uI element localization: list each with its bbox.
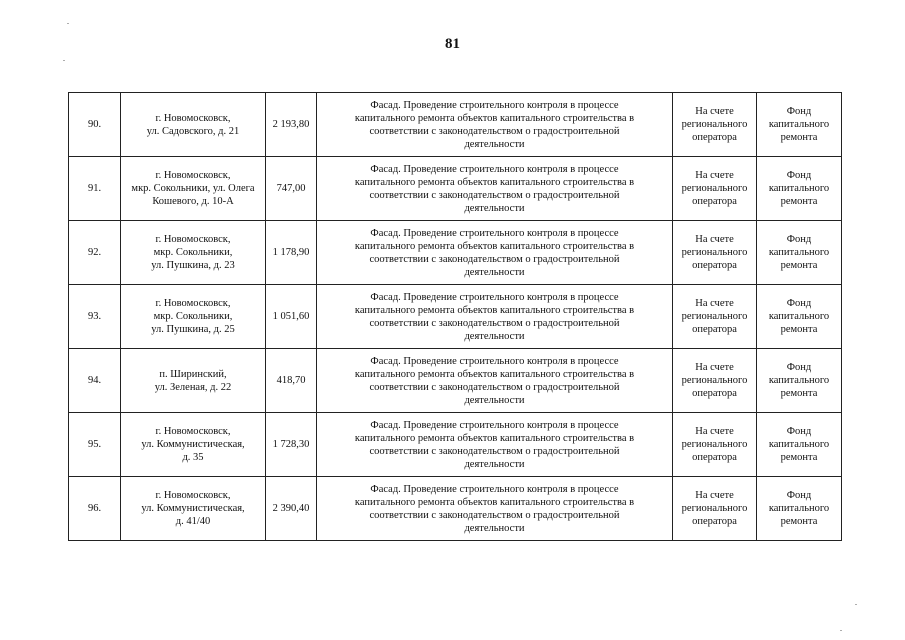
account-line: оператора [692,132,737,143]
fund-line: ремонта [780,324,818,335]
account-cell [673,93,757,157]
address-cell [121,413,266,477]
fund-cell [757,413,842,477]
account-line: регионального [681,311,748,322]
address-line: ул. Коммунистическая, [141,439,245,450]
fund-line: капитального [768,439,830,450]
description-line: соответствии с законодательством о градостроительной [369,253,620,265]
description-line: капитального ремонта объектов капитального строительства в [354,496,635,508]
account-cell [673,477,757,541]
description-line: деятельности [464,266,525,278]
description-line: капитального ремонта объектов капитального строительства в [354,240,635,252]
description-line: деятельности [464,202,525,214]
description-cell [317,413,673,477]
fund-cell [757,93,842,157]
area-cell: 1 051,60 [266,285,317,349]
fund-line: ремонта [780,196,818,207]
description-line: деятельности [464,458,525,470]
account-line: На счете [695,426,734,437]
description-line: соответствии с законодательством о градостроительной [369,189,620,201]
table-row [69,477,842,541]
description-line: капитального ремонта объектов капитального строительства в [354,432,635,444]
table-row [69,157,842,221]
fund-cell [757,477,842,541]
page-number: 81 [445,36,460,52]
address-cell [121,93,266,157]
account-line: оператора [692,260,737,271]
address-line: мкр. Сокольники, [153,311,233,322]
fund-line: ремонта [780,132,818,143]
fund-line: Фонд [786,234,812,245]
description-line: Фасад. Проведение строительного контроля в процессе [370,419,619,431]
address-line: ул. Пушкина, д. 23 [151,260,235,271]
description-line: соответствии с законодательством о градостроительной [369,317,620,329]
description-line: Фасад. Проведение строительного контроля в процессе [370,483,619,495]
description-line: Фасад. Проведение строительного контроля в процессе [370,355,619,367]
row-number: 96. [69,477,121,541]
address-line: д. 41/40 [175,516,211,527]
account-line: оператора [692,388,737,399]
address-line: ул. Садовского, д. 21 [146,125,240,137]
fund-cell [757,349,842,413]
area-cell: 2 193,80 [266,93,317,157]
description-line: соответствии с законодательством о градостроительной [369,381,620,393]
account-line: регионального [681,183,748,194]
account-line: оператора [692,516,737,527]
fund-line: ремонта [780,388,818,399]
description-line: Фасад. Проведение строительного контроля в процессе [370,291,619,303]
account-line: оператора [692,324,737,335]
account-cell [673,413,757,477]
works-table [68,92,842,541]
address-line: Кошевого, д. 10-А [152,196,234,207]
row-number: 92. [69,221,121,285]
row-number: 90. [69,93,121,157]
address-line: д. 35 [182,452,204,463]
address-line: г. Новомосковск, [155,170,231,181]
address-line: ул. Зеленая, д. 22 [154,381,232,393]
area-cell: 1 178,90 [266,221,317,285]
account-line: На счете [695,298,734,309]
fund-line: Фонд [786,106,812,117]
account-line: На счете [695,170,734,181]
scan-speck [63,60,65,61]
address-cell [121,349,266,413]
description-line: Фасад. Проведение строительного контроля в процессе [370,99,619,111]
fund-line: ремонта [780,516,818,527]
description-line: деятельности [464,330,525,342]
address-cell [121,285,266,349]
description-line: деятельности [464,394,525,406]
address-cell [121,221,266,285]
area-cell: 2 390,40 [266,477,317,541]
fund-cell [757,221,842,285]
description-line: капитального ремонта объектов капитального строительства в [354,176,635,188]
description-cell [317,221,673,285]
row-number: 93. [69,285,121,349]
description-line: деятельности [464,522,525,534]
scan-speck [67,23,69,24]
table-row [69,413,842,477]
row-number: 91. [69,157,121,221]
fund-cell [757,157,842,221]
fund-line: капитального [768,183,830,194]
account-line: оператора [692,196,737,207]
address-line: г. Новомосковск, [155,234,231,245]
description-cell [317,285,673,349]
fund-line: ремонта [780,260,818,271]
fund-line: капитального [768,311,830,322]
address-cell [121,157,266,221]
area-cell: 1 728,30 [266,413,317,477]
account-line: оператора [692,452,737,463]
account-line: На счете [695,362,734,373]
table-row [69,349,842,413]
row-number: 94. [69,349,121,413]
account-line: На счете [695,490,734,501]
table-body [69,93,842,541]
account-line: регионального [681,247,748,258]
description-line: Фасад. Проведение строительного контроля в процессе [370,227,619,239]
address-line: г. Новомосковск, [155,112,231,124]
account-cell [673,221,757,285]
fund-line: Фонд [786,490,812,501]
fund-line: Фонд [786,426,812,437]
fund-line: капитального [768,247,830,258]
address-cell [121,477,266,541]
address-line: г. Новомосковск, [155,490,231,501]
description-line: соответствии с законодательством о градостроительной [369,509,620,521]
address-line: п. Ширинский, [159,368,227,380]
account-cell [673,285,757,349]
fund-line: Фонд [786,298,812,309]
address-line: г. Новомосковск, [155,426,231,437]
row-number: 95. [69,413,121,477]
description-line: деятельности [464,138,525,150]
table-row [69,221,842,285]
description-line: капитального ремонта объектов капитального строительства в [354,112,635,124]
fund-line: Фонд [786,170,812,181]
fund-line: Фонд [786,362,812,373]
account-line: На счете [695,234,734,245]
account-line: регионального [681,439,748,450]
description-cell [317,157,673,221]
scan-speck [840,630,842,631]
table-row [69,285,842,349]
fund-line: капитального [768,375,830,386]
area-cell: 747,00 [266,157,317,221]
address-line: мкр. Сокольники, [153,247,233,258]
scan-speck [855,604,857,605]
description-line: соответствии с законодательством о градостроительной [369,125,620,137]
fund-line: капитального [768,119,830,130]
table-row [69,93,842,157]
fund-line: ремонта [780,452,818,463]
address-line: ул. Пушкина, д. 25 [151,324,235,335]
address-line: мкр. Сокольники, ул. Олега [131,183,255,194]
account-line: регионального [681,375,748,386]
description-line: капитального ремонта объектов капитального строительства в [354,368,635,380]
description-line: Фасад. Проведение строительного контроля в процессе [370,163,619,175]
address-line: ул. Коммунистическая, [141,503,245,514]
account-line: регионального [681,119,748,130]
description-cell [317,349,673,413]
account-cell [673,157,757,221]
description-cell [317,477,673,541]
description-cell [317,93,673,157]
account-line: На счете [695,106,734,117]
address-line: г. Новомосковск, [155,298,231,309]
account-line: регионального [681,503,748,514]
fund-cell [757,285,842,349]
account-cell [673,349,757,413]
area-cell: 418,70 [266,349,317,413]
description-line: капитального ремонта объектов капитального строительства в [354,304,635,316]
fund-line: капитального [768,503,830,514]
description-line: соответствии с законодательством о градостроительной [369,445,620,457]
